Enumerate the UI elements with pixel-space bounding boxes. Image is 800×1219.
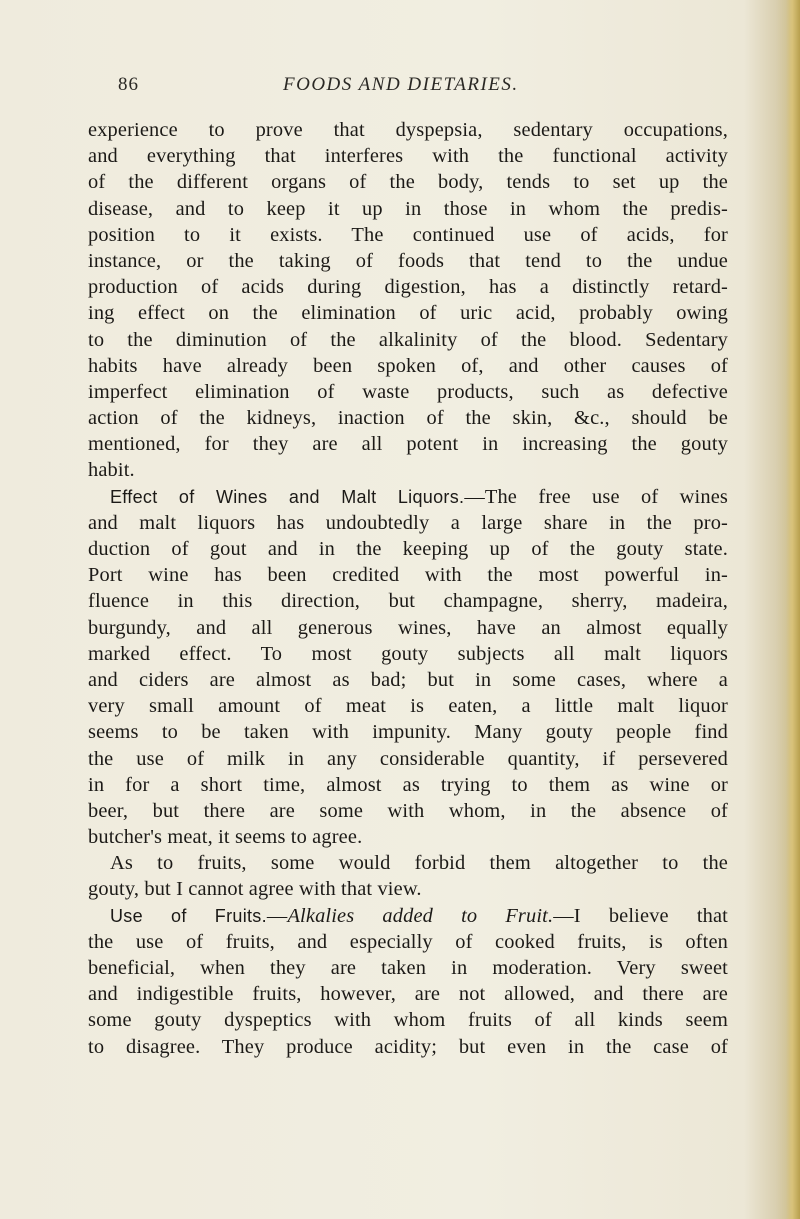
text-line: very small amount of meat is eaten, a little malt liquor bbox=[88, 695, 728, 718]
text-line: and ciders are almost as bad; but in some cases, where a bbox=[88, 668, 728, 691]
text-run: —I believe that bbox=[553, 904, 728, 927]
section-heading-wines: Effect of Wines and Malt Liquors. bbox=[110, 486, 465, 507]
text-line: position to it exists. The continued use of acids, for bbox=[88, 223, 728, 246]
page-header bbox=[0, 74, 800, 102]
running-title: FOODS AND DIETARIES. bbox=[283, 74, 519, 95]
text-line: and malt liquors has undoubtedly a large share in the pro- bbox=[88, 511, 728, 534]
text-line: of the different organs of the body, tends to set up the bbox=[88, 171, 728, 194]
text-line: gouty, but I cannot agree with that view. bbox=[88, 878, 422, 901]
text-line: and everything that interferes with the functional activity bbox=[88, 145, 728, 168]
text-line: imperfect elimination of waste products, such as defective bbox=[88, 380, 728, 403]
text-line: burgundy, and all generous wines, have an almost equally bbox=[88, 616, 728, 639]
text-run: —The free use of wines bbox=[464, 485, 728, 508]
page-edge bbox=[786, 0, 800, 1219]
text-line: butcher's meat, it seems to agree. bbox=[88, 826, 363, 849]
text-line: action of the kidneys, inaction of the skin, &c., should be bbox=[88, 407, 728, 430]
text-run: — bbox=[266, 904, 288, 927]
text-line: production of acids during digestion, has a distinctly retard- bbox=[88, 276, 728, 299]
text-line: some gouty dyspeptics with whom fruits of all kinds seem bbox=[88, 1009, 728, 1032]
text-line: As to fruits, some would forbid them altogether to the bbox=[110, 852, 728, 875]
text-line: the use of milk in any considerable quantity, if persevered bbox=[88, 747, 728, 770]
page-number: 86 bbox=[118, 74, 139, 95]
section-heading-line bbox=[88, 903, 728, 929]
text-line: in for a short time, almost as trying to them as wine or bbox=[88, 773, 728, 796]
section-heading-line bbox=[88, 484, 728, 510]
text-line: instance, or the taking of foods that tend to the undue bbox=[88, 249, 728, 272]
text-line: experience to prove that dyspepsia, sedentary occupations, bbox=[88, 119, 728, 141]
subheading-alkalies: Alkalies added to Fruit. bbox=[287, 904, 554, 927]
text-line: marked effect. To most gouty subjects all malt liquors bbox=[88, 642, 728, 665]
text-line: disease, and to keep it up in those in whom the predis- bbox=[88, 197, 728, 220]
text-line: mentioned, for they are all potent in increasing the gouty bbox=[88, 433, 728, 456]
text-line: Port wine has been credited with the most powerful in- bbox=[88, 564, 728, 587]
text-line: habit. bbox=[88, 459, 135, 482]
text-line: to disagree. They produce acidity; but even in the case of bbox=[88, 1035, 728, 1058]
text-line: beneficial, when they are taken in moderation. Very sweet bbox=[88, 957, 728, 979]
text-line: fluence in this direction, but champagne, sherry, madeira, bbox=[88, 590, 728, 613]
text-line: and indigestible fruits, however, are not allowed, and there are bbox=[88, 983, 728, 1006]
text-line: duction of gout and in the keeping up of the gouty state. bbox=[88, 538, 728, 560]
text-line: habits have already been spoken of, and other causes of bbox=[88, 354, 728, 377]
text-line: seems to be taken with impunity. Many gouty people find bbox=[88, 721, 728, 744]
body-text bbox=[88, 117, 728, 1060]
text-line: ing effect on the elimination of uric acid, probably owing bbox=[88, 302, 728, 325]
text-line: beer, but there are some with whom, in the absence of bbox=[88, 799, 728, 822]
text-line: the use of fruits, and especially of cooked fruits, is often bbox=[88, 930, 728, 953]
section-heading-fruits: Use of Fruits. bbox=[110, 905, 267, 926]
text-line: to the diminution of the alkalinity of the blood. Sedentary bbox=[88, 328, 728, 351]
